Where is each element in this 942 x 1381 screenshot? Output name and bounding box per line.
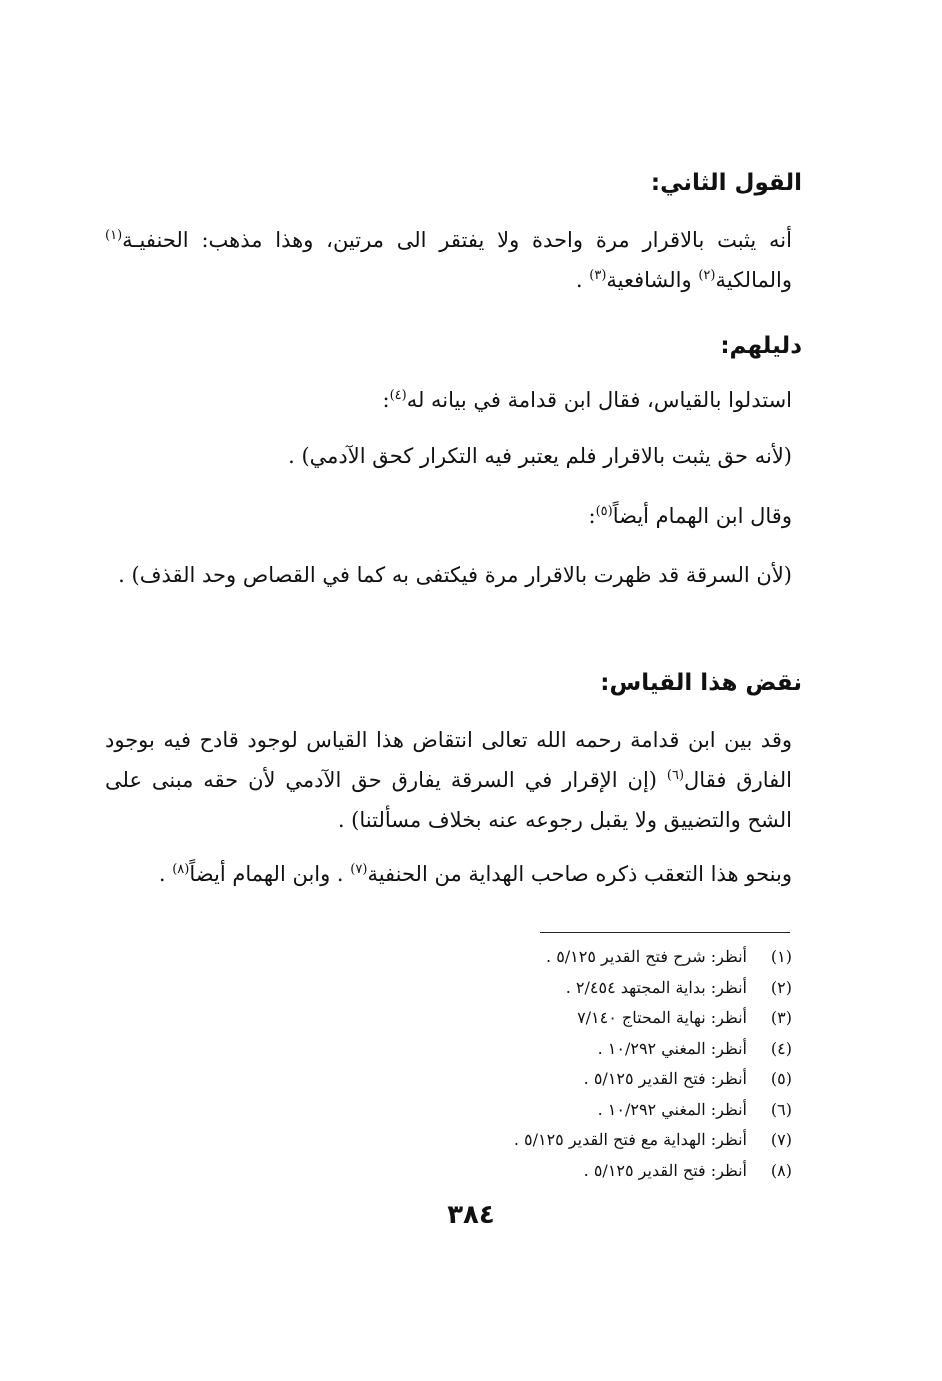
footnote-text: أنظر: فتح القدير ٥/١٢٥ . [583, 1069, 747, 1088]
footnotes-list [300, 942, 792, 1186]
paragraph-text: : [382, 388, 390, 412]
footnote-number: (٥) [770, 1069, 792, 1088]
footnote-item [300, 1003, 792, 1034]
paragraph-text: والمالكية [715, 268, 792, 292]
section-heading-refutation: نقض هذا القياس: [600, 670, 802, 696]
paragraph-second-opinion [105, 220, 792, 300]
footnote-ref-3[interactable]: (٣) [589, 268, 607, 283]
page-number: ٣٨٤ [447, 1200, 495, 1230]
quote-ibn-qudama: (لأنه حق يثبت بالاقرار فلم يعتبر فيه التكرار كحق الآدمي) . [288, 444, 792, 468]
footnote-text: أنظر: المغني ١٠/٢٩٢ . [597, 1038, 747, 1058]
footnote-number: (٢) [770, 977, 792, 997]
paragraph-text: . [158, 862, 173, 886]
paragraph-text: (إن الإقرار في السرقة يفارق حق الآدمي لأن حقه مبنى على الشح والتضييق ولا يقبل رجوعه عنه بخلاف مسألتنا) . [105, 768, 792, 832]
footnote-item [300, 973, 792, 1004]
footnote-item [300, 942, 792, 973]
footnote-text: أنظر: شرح فتح القدير ٥/١٢٥ . [546, 947, 747, 966]
footnote-number: (٨) [770, 1160, 792, 1180]
paragraph-refutation [105, 720, 792, 840]
footnote-ref-4[interactable]: (٤) [389, 388, 407, 403]
quote-ibn-humam: (لأن السرقة قد ظهرت بالاقرار مرة فيكتفى به كما في القصاص وحد القذف) . [118, 563, 792, 587]
footnote-item [300, 1064, 792, 1095]
footnote-text: أنظر: بداية المجتهد ٢/٤٥٤ . [565, 977, 747, 997]
section-heading-evidence: دليلهم: [720, 333, 802, 359]
paragraph-text: : [588, 504, 596, 528]
footnote-ref-5[interactable]: (٥) [595, 504, 613, 519]
footnote-ref-1[interactable]: (١) [105, 228, 123, 243]
footnote-ref-7[interactable]: (٧) [350, 862, 368, 877]
footnote-divider [540, 932, 790, 933]
paragraph-ibn-humam [105, 496, 792, 536]
footnote-number: (٧) [770, 1130, 792, 1149]
paragraph-text: أنه يثبت بالاقرار مرة واحدة ولا يفتقر الى مرتين، وهذا مذهب: الحنفيـة [122, 228, 792, 252]
section-heading-second-opinion: القول الثاني: [650, 170, 802, 196]
paragraph-text: . [575, 268, 590, 292]
paragraph-hidaya [105, 854, 792, 894]
footnote-ref-6[interactable]: (٦) [666, 768, 685, 783]
footnote-text: أنظر: فتح القدير ٥/١٢٥ . [583, 1160, 747, 1180]
paragraph-text: والشافعية [606, 268, 699, 292]
footnote-text: أنظر: نهاية المحتاج ٧/١٤٠ [577, 1008, 747, 1027]
paragraph-evidence-intro [105, 380, 792, 420]
footnote-ref-2[interactable]: (٢) [698, 268, 716, 283]
footnote-number: (٣) [770, 1008, 792, 1027]
footnote-item [300, 1125, 792, 1156]
footnote-item [300, 1156, 792, 1187]
footnote-number: (٦) [770, 1099, 792, 1119]
footnote-item [300, 1034, 792, 1065]
paragraph-text: وقال ابن الهمام أيضاً [612, 504, 792, 528]
footnote-ref-8[interactable]: (٨) [172, 862, 190, 877]
footnote-text: أنظر: الهداية مع فتح القدير ٥/١٢٥ . [513, 1130, 747, 1149]
footnote-text: أنظر: المغني ١٠/٢٩٢ . [597, 1099, 747, 1119]
paragraph-text: استدلوا بالقياس، فقال ابن قدامة في بيانه له [406, 388, 792, 412]
paragraph-text: . وابن الهمام أيضاً [189, 862, 351, 886]
paragraph-text: وبنحو هذا التعقب ذكره صاحب الهداية من الحنفية [367, 862, 792, 886]
paragraph-text: وقد بين ابن قدامة رحمه الله تعالى انتقاض هذا القياس لوجود قادح فيه بوجود الفارق فقال [105, 728, 792, 792]
footnote-item [300, 1095, 792, 1126]
footnote-number: (٤) [770, 1038, 792, 1058]
footnote-number: (١) [770, 947, 792, 966]
